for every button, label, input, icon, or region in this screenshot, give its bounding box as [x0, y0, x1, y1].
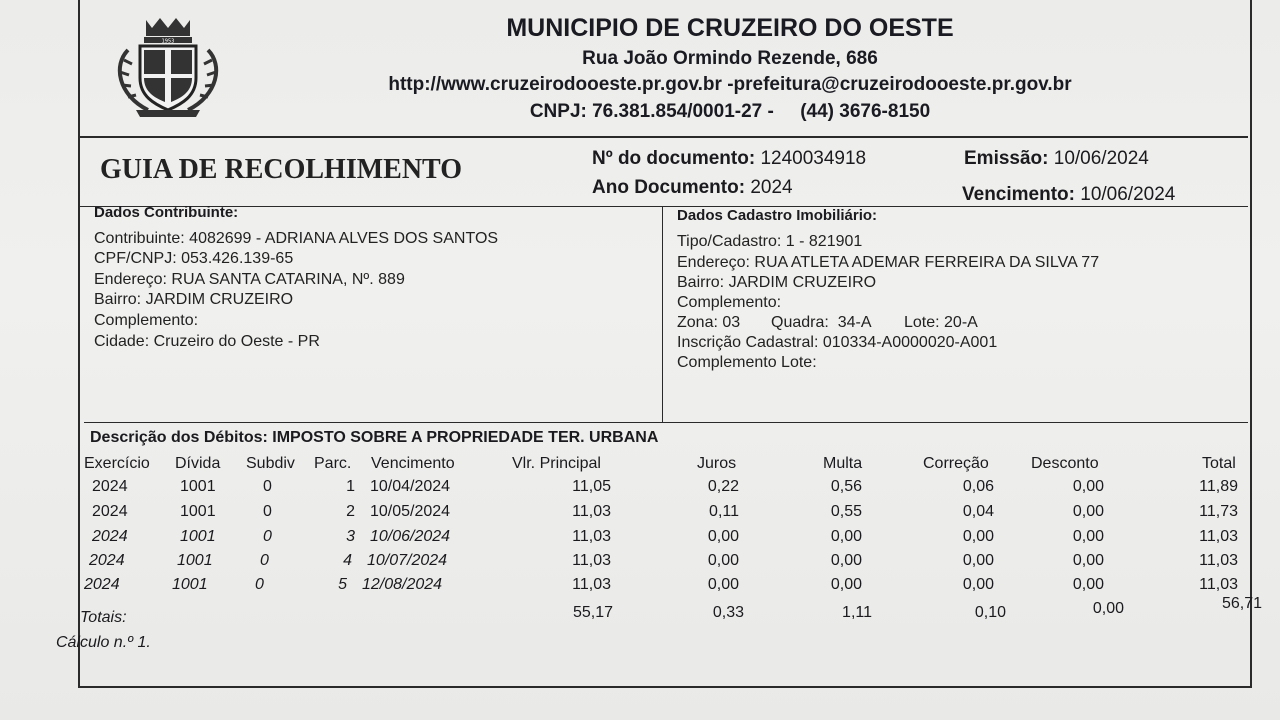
due-date	[962, 184, 1175, 206]
col-header-subdiv: Subdiv	[246, 455, 295, 472]
municipality-web-email: http://www.cruzeirodooeste.pr.gov.br -prefeitura@cruzeirodooeste.pr.gov.br	[388, 74, 1072, 95]
cell-correcao: 0,00	[962, 552, 994, 569]
cell-multa: 0,00	[830, 552, 862, 569]
col-header-desconto: Desconto	[1031, 455, 1099, 472]
cell-total: 11,89	[1199, 478, 1238, 495]
property-lot-complement: Complemento Lote:	[677, 354, 817, 371]
cell-desconto: 0,00	[1072, 503, 1104, 520]
cell-subdiv: 0	[263, 478, 272, 495]
calculation-note: Cálculo n.º 1.	[56, 634, 151, 651]
cell-parcela: 2	[346, 503, 355, 520]
total-principal: 55,17	[572, 604, 613, 621]
col-header-principal: Vlr. Principal	[512, 455, 601, 472]
cell-vencimento: 12/08/2024	[362, 576, 443, 593]
svg-text:1953: 1953	[161, 38, 175, 45]
cell-juros: 0,11	[709, 503, 739, 520]
cell-principal: 11,05	[572, 478, 611, 495]
cell-parcela: 4	[343, 552, 352, 569]
cell-principal: 11,03	[572, 528, 611, 545]
cell-divida: 1001	[172, 576, 208, 593]
cell-desconto: 0,00	[1072, 478, 1104, 495]
cell-divida: 1001	[180, 478, 216, 495]
cell-desconto: 0,00	[1072, 552, 1104, 569]
cell-subdiv: 0	[260, 552, 269, 569]
cell-total: 11,03	[1199, 528, 1238, 545]
total-desconto: 0,00	[1092, 600, 1124, 617]
cell-subdiv: 0	[263, 528, 272, 545]
divider	[78, 136, 1248, 138]
col-header-juros: Juros	[697, 455, 737, 472]
cell-principal: 11,03	[572, 552, 611, 569]
cell-total: 11,03	[1199, 552, 1238, 569]
debts-title: Descrição dos Débitos: IMPOSTO SOBRE A PROPRIEDADE TER. URBANA	[90, 429, 659, 446]
property-lot: Lote: 20-A	[904, 314, 978, 331]
cell-vencimento: 10/06/2024	[370, 528, 451, 545]
cell-multa: 0,55	[830, 503, 862, 520]
cell-parcela: 5	[338, 576, 347, 593]
col-header-total: Total	[1202, 455, 1236, 472]
col-header-vencimento: Vencimento	[371, 455, 455, 472]
cell-divida: 1001	[177, 552, 213, 569]
cell-divida: 1001	[180, 528, 216, 545]
taxpayer-name: Contribuinte: 4082699 - ADRIANA ALVES DOS SANTOS	[94, 230, 499, 247]
cell-subdiv: 0	[255, 576, 264, 593]
taxpayer-address: Endereço: RUA SANTA CATARINA, Nº. 889	[94, 271, 405, 288]
cell-total: 11,03	[1199, 576, 1238, 593]
total-correcao: 0,10	[974, 604, 1006, 621]
cell-principal: 11,03	[572, 503, 611, 520]
cell-exercicio: 2024	[92, 503, 128, 520]
cell-desconto: 0,00	[1072, 528, 1104, 545]
cell-vencimento: 10/05/2024	[370, 503, 451, 520]
property-type: Tipo/Cadastro: 1 - 821901	[677, 233, 863, 250]
cell-juros: 0,00	[707, 528, 739, 545]
cell-parcela: 1	[346, 478, 355, 495]
divider	[84, 422, 1248, 423]
document-year-value: 2024	[750, 177, 793, 198]
cell-desconto: 0,00	[1072, 576, 1104, 593]
cell-exercicio: 2024	[92, 478, 128, 495]
taxpayer-complement: Complemento:	[94, 312, 199, 329]
issue-date-label: Emissão:	[964, 148, 1049, 169]
col-header-parc: Parc.	[314, 455, 352, 472]
cell-exercicio: 2024	[89, 552, 125, 569]
divider	[662, 206, 663, 422]
document-number	[592, 148, 866, 170]
cell-multa: 0,56	[830, 478, 862, 495]
col-header-correcao: Correção	[923, 455, 989, 472]
cell-subdiv: 0	[263, 503, 272, 520]
municipality-address: Rua João Ormindo Rezende, 686	[582, 48, 878, 69]
cell-exercicio: 2024	[92, 528, 128, 545]
municipal-crest-icon	[108, 10, 228, 120]
document-year-label: Ano Documento:	[592, 177, 746, 198]
cell-vencimento: 10/07/2024	[367, 552, 448, 569]
total-total: 56,71	[1221, 595, 1262, 612]
cell-total: 11,73	[1199, 503, 1238, 520]
cell-exercicio: 2024	[84, 576, 120, 593]
col-header-divida: Dívida	[175, 455, 221, 472]
document-number-label: Nº do documento:	[592, 148, 756, 169]
property-district: Bairro: JARDIM CRUZEIRO	[677, 274, 877, 291]
totals-label: Totais:	[80, 609, 127, 626]
taxpayer-section-title: Dados Contribuinte:	[94, 204, 239, 221]
taxpayer-cpf: CPF/CNPJ: 053.426.139-65	[94, 250, 294, 267]
property-zone: Zona: 03	[677, 314, 741, 331]
municipality-name: MUNICIPIO DE CRUZEIRO DO OESTE	[506, 14, 954, 42]
cell-juros: 0,00	[707, 552, 739, 569]
property-section-title: Dados Cadastro Imobiliário:	[677, 207, 878, 224]
property-address: Endereço: RUA ATLETA ADEMAR FERREIRA DA SILVA 77	[677, 254, 1100, 271]
document-number-value: 1240034918	[760, 148, 867, 169]
due-date-value: 10/06/2024	[1080, 184, 1176, 205]
divider	[78, 206, 1248, 207]
property-block: Quadra: 34-A	[771, 314, 872, 331]
taxpayer-city: Cidade: Cruzeiro do Oeste - PR	[94, 333, 320, 350]
cell-correcao: 0,06	[962, 478, 994, 495]
document-year	[592, 177, 793, 199]
cell-correcao: 0,00	[962, 576, 994, 593]
property-registration: Inscrição Cadastral: 010334-A0000020-A001	[677, 334, 998, 351]
cell-vencimento: 10/04/2024	[370, 478, 451, 495]
cell-correcao: 0,04	[962, 503, 994, 520]
cell-principal: 11,03	[572, 576, 611, 593]
issue-date	[964, 148, 1149, 170]
issue-date-value: 10/06/2024	[1053, 148, 1149, 169]
cell-correcao: 0,00	[962, 528, 994, 545]
taxpayer-district: Bairro: JARDIM CRUZEIRO	[94, 291, 294, 308]
due-date-label: Vencimento:	[962, 184, 1075, 205]
property-complement: Complemento:	[677, 294, 782, 311]
cell-multa: 0,00	[830, 576, 862, 593]
municipality-cnpj-phone: CNPJ: 76.381.854/0001-27 - (44) 3676-8150	[529, 101, 931, 122]
col-header-multa: Multa	[823, 455, 863, 472]
total-juros: 0,33	[712, 604, 744, 621]
document-title: GUIA DE RECOLHIMENTO	[100, 154, 462, 185]
cell-juros: 0,22	[707, 478, 739, 495]
col-header-exercicio: Exercício	[84, 455, 150, 472]
total-multa: 1,11	[842, 604, 872, 621]
cell-juros: 0,00	[707, 576, 739, 593]
cell-parcela: 3	[346, 528, 355, 545]
cell-divida: 1001	[180, 503, 216, 520]
cell-multa: 0,00	[830, 528, 862, 545]
